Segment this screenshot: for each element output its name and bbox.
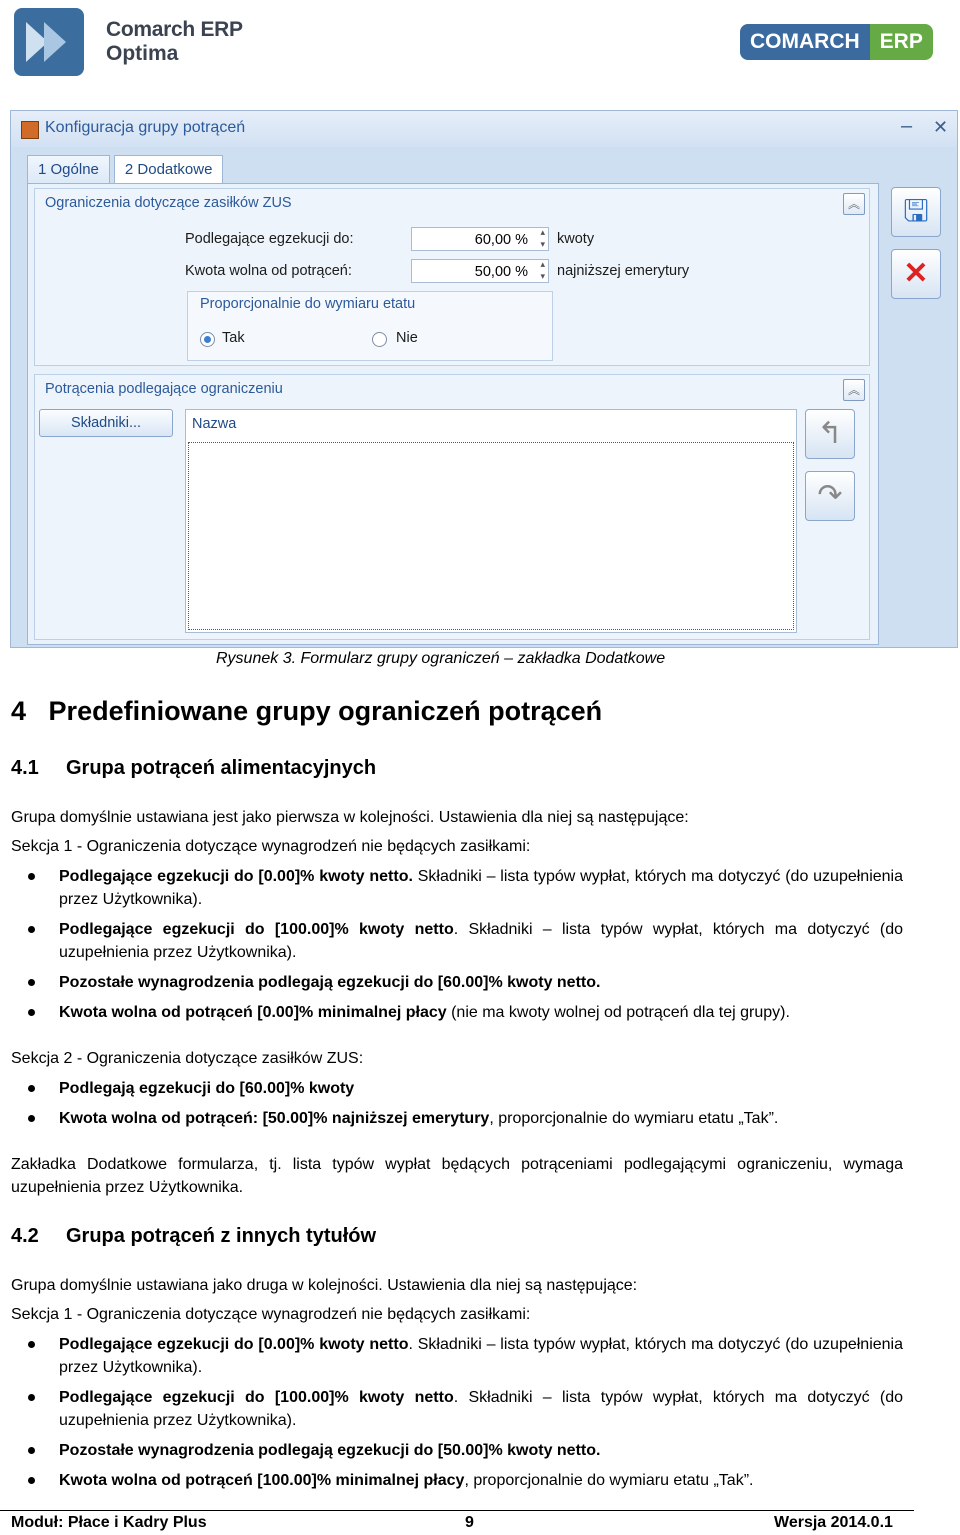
group-potracenia	[34, 374, 870, 640]
s41-bullet-2	[59, 918, 903, 964]
heading-4-2	[11, 1225, 376, 1248]
s41-p3: Sekcja 2 - Ograniczenia dotyczące zasiłków ZUS:	[11, 1050, 364, 1067]
cancel-icon[interactable]: ✕	[891, 249, 941, 299]
tab-dodatkowe[interactable]: 2 Dodatkowe	[114, 155, 224, 184]
move-down-icon[interactable]: ↷	[805, 471, 855, 521]
bullet	[28, 979, 35, 986]
s42-p1: Grupa domyślnie ustawiana jako druga w kolejności. Ustawienia dla niej są następujące:	[11, 1277, 638, 1294]
s42-p2: Sekcja 1 - Ograniczenia dotyczące wynagrodzeń nie będących zasiłkami:	[11, 1306, 531, 1323]
s42-b4-bold: Kwota wolna od potrąceń [100.00]% minimalnej płacy	[59, 1472, 465, 1489]
proportional-title: Proporcjonalnie do wymiaru etatu	[200, 296, 416, 312]
s42-b4-rest: , proporcjonalnie do wymiaru etatu „Tak”.	[464, 1472, 754, 1489]
s41-b4-rest: (nie ma kwoty wolnej od potrąceń dla tej grupy).	[446, 1004, 790, 1021]
logo-text-comarch: COMARCH	[740, 24, 870, 60]
bullet	[28, 1085, 35, 1092]
group-zus-title: Ograniczenia dotyczące zasiłków ZUS	[45, 195, 292, 211]
s41-b1-rest: Składniki – lista typów wypłat, których ma dotyczyć (do uzupełnienia przez Użytkownika).	[59, 868, 904, 908]
heading-4-number: 4	[11, 696, 27, 726]
heading-4-1-text: Grupa potrąceń alimentacyjnych	[66, 757, 377, 779]
bullet	[28, 873, 35, 880]
s41-b4-bold: Kwota wolna od potrąceń [0.00]% minimalnej płacy	[59, 1004, 447, 1021]
s42-b2-bold: Podlegające egzekucji do [100.00]% kwoty netto	[59, 1389, 454, 1406]
s41-bullet-3	[59, 971, 903, 994]
tab-bar	[27, 155, 223, 185]
s41-zus-bullet-1	[59, 1077, 903, 1100]
heading-4-text: Predefiniowane grupy ograniczeń potrąceń	[48, 696, 603, 726]
s42-bullet-4	[59, 1469, 903, 1492]
heading-4	[11, 696, 602, 727]
s41-zus-bullet-2	[59, 1107, 903, 1130]
radio-tak-label: Tak	[222, 330, 245, 346]
radio-nie-label: Nie	[396, 330, 418, 346]
label-kwota-wolna: Kwota wolna od potrąceń:	[185, 263, 352, 279]
footer-divider	[0, 1510, 914, 1511]
comarch-optima-logo	[14, 8, 84, 76]
logo-text-erp: ERP	[870, 24, 933, 60]
tab-ogolne[interactable]: 1 Ogólne	[27, 155, 110, 184]
config-window	[10, 110, 958, 648]
egzekucji-spinner[interactable]: 60,00 % ▴ ▾	[411, 227, 549, 251]
s41-b2-bold: Podlegające egzekucji do [100.00]% kwoty netto	[59, 921, 454, 938]
close-icon[interactable]: ✕	[933, 117, 949, 137]
minimize-icon[interactable]: –	[901, 115, 913, 137]
bullet	[28, 1394, 35, 1401]
kwota-wolna-spinner[interactable]: 50,00 % ▴ ▾	[411, 259, 549, 283]
s41-c2-bold: Kwota wolna od potrąceń: [50.00]% najniższej emerytury	[59, 1110, 490, 1127]
proportional-group	[187, 291, 553, 361]
list-header-nazwa[interactable]: Nazwa	[192, 416, 237, 432]
radio-tak[interactable]	[200, 332, 215, 347]
brand-product: Optima	[106, 42, 179, 65]
s42-b1-bold: Podlegające egzekucji do [0.00]% kwoty netto	[59, 1336, 409, 1353]
s41-bullet-4	[59, 1001, 903, 1024]
s42-bullet-3	[59, 1439, 903, 1462]
window-titlebar	[11, 111, 957, 147]
radio-nie[interactable]	[372, 332, 387, 347]
s41-p1: Grupa domyślnie ustawiana jest jako pierwsza w kolejności. Ustawienia dla niej są następujące:	[11, 809, 689, 826]
nazwa-list[interactable]	[185, 409, 797, 633]
figure-caption: Rysunek 3. Formularz grupy ograniczeń – zakładka Dodatkowe	[216, 650, 666, 667]
suffix-emerytury: najniższej emerytury	[557, 263, 690, 279]
s41-bullet-1	[59, 865, 903, 911]
bullet	[28, 1477, 35, 1484]
s41-p2: Sekcja 1 - Ograniczenia dotyczące wynagrodzeń nie będących zasiłkami:	[11, 838, 531, 855]
window-title: Konfiguracja grupy potrąceń	[45, 119, 246, 136]
bullet	[28, 1115, 35, 1122]
heading-4-1-number: 4.1	[11, 757, 39, 779]
bullet	[28, 1009, 35, 1016]
label-egzekucji: Podlegające egzekucji do:	[185, 231, 354, 247]
bullet	[28, 926, 35, 933]
s42-bullet-2	[59, 1386, 903, 1432]
collapse-chevron-icon[interactable]: ︽	[843, 379, 865, 401]
bullet	[28, 1447, 35, 1454]
s42-b1-rest: . Składniki – lista typów wypłat, których ma dotyczyć (do uzupełnienia przez Użytkownika).	[59, 1336, 903, 1376]
s41-b1-bold: Podlegające egzekucji do [0.00]% kwoty netto.	[59, 868, 413, 885]
save-icon[interactable]: 🖫	[891, 187, 941, 237]
group-zus	[34, 188, 870, 366]
collapse-chevron-icon[interactable]: ︽	[843, 193, 865, 215]
list-area	[188, 442, 794, 630]
s41-c1-bold: Podlegają egzekucji do [60.00]% kwoty	[59, 1080, 355, 1097]
app-icon	[21, 121, 39, 139]
bullet	[28, 1341, 35, 1348]
comarch-erp-logo	[740, 24, 933, 60]
heading-4-2-number: 4.2	[11, 1225, 39, 1247]
brand-name: Comarch ERP	[106, 18, 243, 41]
s42-b2-rest: . Składniki – lista typów wypłat, których ma dotyczyć (do uzupełnienia przez Użytkownika).	[59, 1389, 903, 1429]
tab-panel	[27, 183, 879, 645]
s41-b2-rest: . Składniki – lista typów wypłat, których ma dotyczyć (do uzupełnienia przez Użytkownika).	[59, 921, 903, 961]
footer-module: Moduł: Płace i Kadry Plus	[11, 1514, 207, 1531]
suffix-kwoty: kwoty	[557, 231, 595, 247]
s41-c2-rest: , proporcjonalnie do wymiaru etatu „Tak”.	[489, 1110, 779, 1127]
group-potracenia-title: Potrącenia podlegające ograniczeniu	[45, 381, 283, 397]
heading-4-1	[11, 757, 376, 780]
s41-b3-bold: Pozostałe wynagrodzenia podlegają egzekucji do [60.00]% kwoty netto.	[59, 974, 601, 991]
heading-4-2-text: Grupa potrąceń z innych tytułów	[66, 1225, 377, 1247]
s41-p4: Zakładka Dodatkowe formularza, tj. lista typów wypłat będących potrąceniami podlegającymi ograniczeniu, wymaga uzupełnienia przez Użytkownika.	[11, 1156, 903, 1196]
footer-page-number: 9	[465, 1514, 474, 1531]
footer-version: Wersja 2014.0.1	[774, 1514, 893, 1531]
move-up-icon[interactable]: ↰	[805, 409, 855, 459]
s42-bullet-1	[59, 1333, 903, 1379]
s42-b3-bold: Pozostałe wynagrodzenia podlegają egzekucji do [50.00]% kwoty netto.	[59, 1442, 601, 1459]
skladniki-button[interactable]: Składniki...	[39, 409, 173, 437]
